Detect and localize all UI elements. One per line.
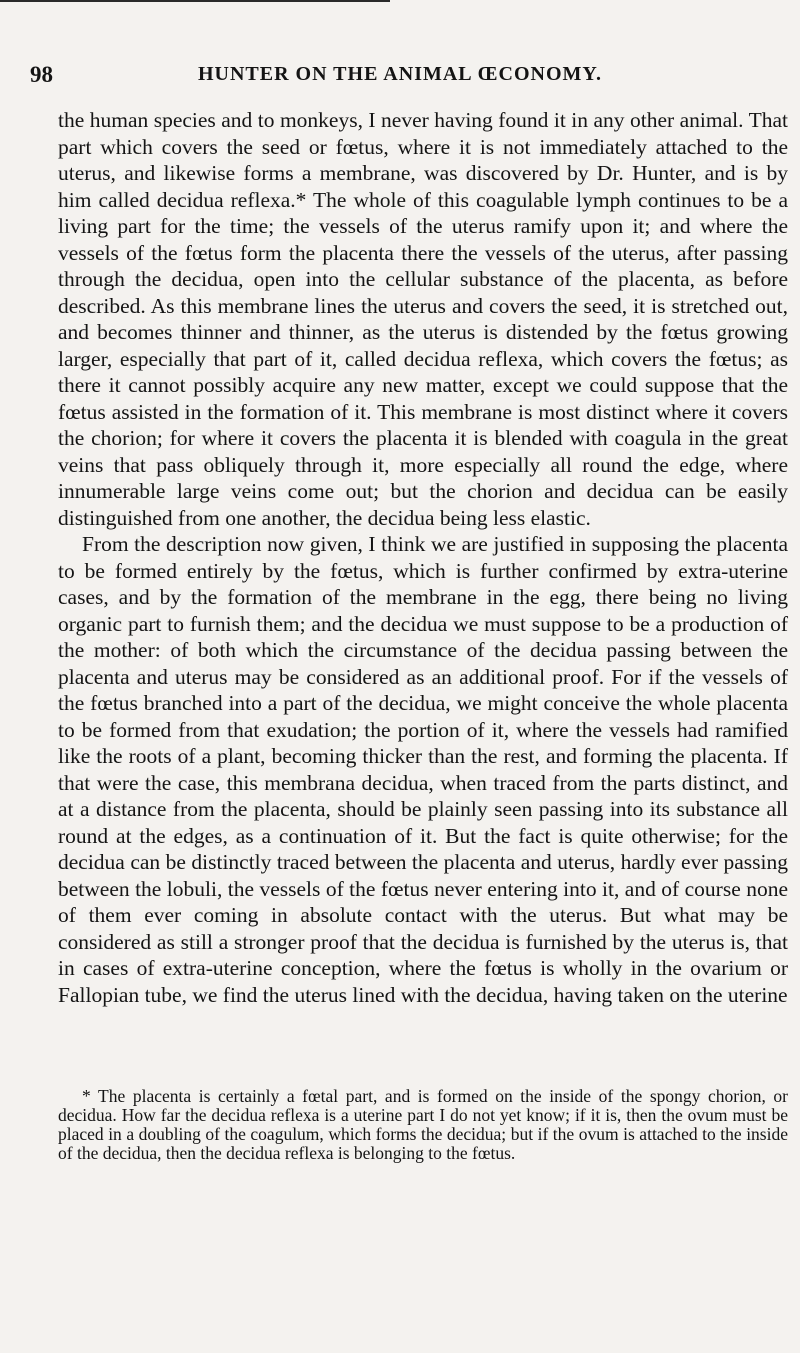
top-rule (0, 0, 390, 2)
paragraph: the human species and to monkeys, I never having found it in any other animal. That part which covers the seed or fœtus, where it is not immediately attached to the uterus, and likewise forms a membrane, was discovered by Dr. Hunter, and is by him called decidua reflexa.* The whole of this coagulable lymph continues to be a living part for the time; the vessels of the uterus ramify upon it; and where the vessels of the fœtus form the placenta there the vessels of the uterus, after passing through the decidua, open into the cellular substance of the placenta, as before described. As this membrane lines the uterus and covers the seed, it is stretched out, and becomes thinner and thinner, as the uterus is distended by the fœtus growing larger, especially that part of it, called decidua reflexa, which covers the fœtus; as there it cannot possibly acquire any new matter, except we could suppose that the fœtus assisted in the formation of it. This membrane is most distinct where it covers the chorion; for where it covers the placenta it is blended with coagula in the great veins that pass obliquely through it, more especially all round the edge, where innumerable large veins come out; but the chorion and decidua can be easily distinguished from one another, the decidua being less elastic. (58, 108, 788, 530)
footnote: * The placenta is certainly a fœtal part, and is formed on the inside of the spongy chorion, or decidua. How far the decidua reflexa is a uterine part I do not yet know; if it is, then the ovum must be placed in a doubling of the coagulum, which forms the decidua; but if the ovum is attached to the inside of the decidua, then the decidua reflexa is belonging to the fœtus. (58, 1086, 788, 1163)
body-text (58, 107, 788, 1008)
running-title: HUNTER ON THE ANIMAL ŒCONOMY. (197, 63, 603, 85)
paragraph: From the description now given, I think we are justified in supposing the placenta to be formed entirely by the fœtus, which is further confirmed by extra-uterine cases, and by the formation of the membrane in the egg, there being no living organic part to furnish them; and the decidua we must suppose to be a production of the mother: of both which the circumstance of the decidua passing between the placenta and uterus may be considered as an additional proof. For if the vessels of the fœtus branched into a part of the decidua, we might conceive the whole placenta to be formed from that exudation; the portion of it, where the vessels had ramified like the roots of a plant, becoming thicker than the rest, and forming the placenta. If that were the case, this membrana decidua, when traced from the parts distinct, and at a distance from the placenta, should be plainly seen passing into its substance all round at the edges, as a continuation of it. But the fact is quite otherwise; for the decidua can be distinctly traced between the placenta and uterus, hardly ever passing between the lobuli, the vessels of the fœtus never entering into it, and of course none of them ever coming in absolute contact with the uterus. But what may be considered as still a stronger proof that the decidua is furnished by the uterus is, that in cases of extra-uterine conception, where the fœtus is wholly in the ovarium or Fallopian tube, we find the uterus lined with the decidua, having taken on the uterine (58, 532, 788, 1007)
page-header (28, 60, 772, 90)
page-number: 98 (30, 62, 53, 87)
